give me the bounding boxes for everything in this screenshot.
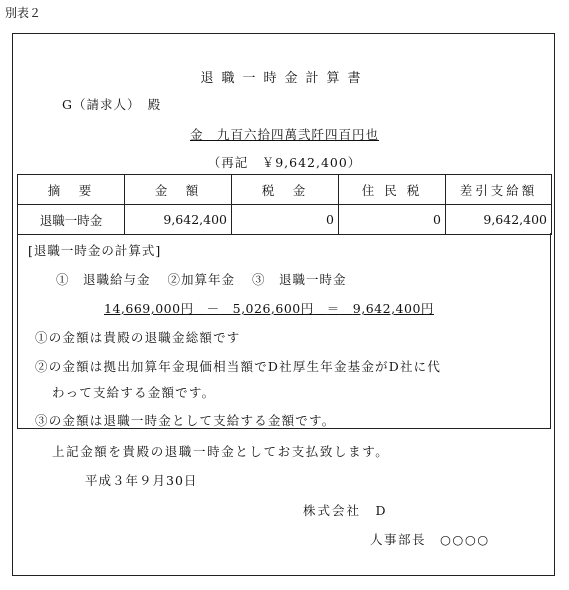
item-additional-pension: ②加算年金 <box>167 272 236 287</box>
cell-resident-tax: 0 <box>339 205 446 235</box>
formula-equals: ＝ <box>326 301 340 316</box>
cell-tax: 0 <box>232 205 339 235</box>
header-resident-tax: 住 民 税 <box>339 175 446 205</box>
amount-table <box>17 174 552 235</box>
table-row <box>18 205 552 235</box>
formula-value-b: 5,026,600円 <box>232 301 314 316</box>
amount-in-figures: （再記 ￥9,642,400） <box>207 155 362 170</box>
closing-statement: 上記金額を貴殿の退職一時金としてお支払致します。 <box>52 444 390 459</box>
calculation-formula <box>104 299 434 317</box>
addressee: G（請求人） 殿 <box>62 97 162 112</box>
note-1: ①の金額は貴殿の退職金総額です <box>35 330 241 345</box>
note-3: ③の金額は退職一時金として支給する金額です。 <box>35 413 336 428</box>
appendix-label: 別表２ <box>5 6 42 20</box>
table-header-row <box>18 175 552 205</box>
document-title: 退職一時金計算書 <box>200 71 369 86</box>
company-name: 株式会社 D <box>303 503 388 518</box>
calculation-items <box>56 270 359 288</box>
header-amount: 金 額 <box>125 175 232 205</box>
signer: 人事部長 ○○○○ <box>370 532 490 547</box>
note-2: ②の金額は拠出加算年金現価相当額でD社厚生年金基金がD社に代 <box>35 359 442 374</box>
amount-in-words <box>0 125 569 143</box>
item-lump-sum: ③ 退職一時金 <box>252 272 347 287</box>
header-summary: 摘 要 <box>18 175 125 205</box>
cell-net-payment: 9,642,400 <box>446 205 552 235</box>
calculation-heading: [退職一時金の計算式] <box>28 243 162 258</box>
note-2-continued: わって支給する金額です。 <box>52 385 216 400</box>
header-tax: 税 金 <box>232 175 339 205</box>
header-net-payment: 差引支給額 <box>446 175 552 205</box>
amount-in-words-text: 金 九百六拾四萬弐阡四百円也 <box>189 127 379 142</box>
item-retirement-allowance: ① 退職給与金 <box>56 272 151 287</box>
issue-date: 平成３年９月30日 <box>85 473 198 488</box>
cell-amount: 9,642,400 <box>125 205 232 235</box>
formula-value-c: 9,642,400円 <box>352 301 434 316</box>
formula-minus: － <box>206 301 220 316</box>
formula-value-a: 14,669,000円 <box>104 301 194 316</box>
cell-summary: 退職一時金 <box>18 205 125 235</box>
